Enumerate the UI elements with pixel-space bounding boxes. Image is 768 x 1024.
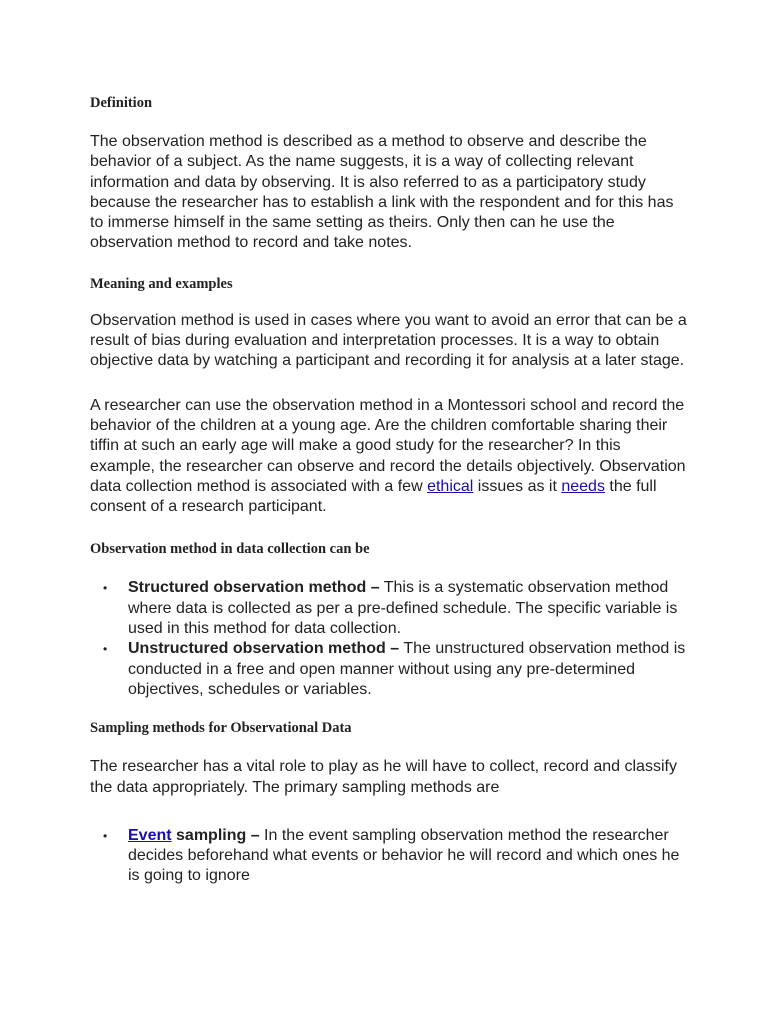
sampling-list xyxy=(90,826,690,887)
ethical-link[interactable]: ethical xyxy=(427,477,474,495)
list-item-title: Unstructured observation method – xyxy=(128,640,400,658)
meaning-paragraph-2 xyxy=(90,396,690,518)
meaning-heading: Meaning and examples xyxy=(90,275,233,292)
bullet-icon: • xyxy=(103,581,108,596)
list-item xyxy=(90,826,690,887)
collection-heading: Observation method in data collection can be xyxy=(90,541,370,558)
document-content xyxy=(90,95,690,887)
meaning-paragraph-2-part-2: issues as it xyxy=(473,477,562,495)
meaning-paragraph-1: Observation method is used in cases where you want to avoid an error that can be a result of bias during evaluation and interpretation processes. It is a way to obtain objective data by watching a participant and recording it for analysis at a later stage. xyxy=(90,311,687,370)
bullet-icon: • xyxy=(103,642,108,657)
list-item-text: This is a systematic observation method where data is collected as per a pre-defined schedule. The specific variable is used in this method for data collection. xyxy=(128,579,678,638)
list-item xyxy=(90,578,690,639)
list-item-text: In the event sampling observation method the researcher decides beforehand what events or behavior he will record and which ones he is going to ignore xyxy=(128,826,680,885)
sampling-paragraph: The researcher has a vital role to play as he will have to collect, record and classify the data appropriately. The primary sampling methods are xyxy=(90,758,677,796)
event-link[interactable]: Event xyxy=(128,826,172,844)
list-item xyxy=(90,639,690,700)
collection-list xyxy=(90,578,690,700)
definition-paragraph: The observation method is described as a method to observe and describe the behavior of a subject. As the name suggests, it is a way of collecting relevant information and data by observing. It is also referred to as a participatory study because the researcher has to establish a link with the respondent and for this has to immerse himself in the same setting as theirs. Only then can he use the observation method to record and take notes. xyxy=(90,133,674,252)
meaning-paragraph-2-part-3: the full consent of a research participant. xyxy=(90,477,657,516)
sampling-heading: Sampling methods for Observational Data xyxy=(90,720,352,737)
definition-heading: Definition xyxy=(90,95,153,111)
list-item-text: The unstructured observation method is conducted in a free and open manner without using any pre-determined objectives, schedules or variables. xyxy=(128,640,686,698)
needs-link[interactable]: needs xyxy=(561,477,605,495)
list-item-title: Structured observation method – xyxy=(128,579,380,597)
list-item-title: sampling – xyxy=(171,826,260,844)
bullet-icon: • xyxy=(103,828,108,843)
meaning-paragraph-2-part-1: A researcher can use the observation method in a Montessori school and record the behavior of the children at a young age. Are the children comfortable sharing their tiffin at such an early age will make a good study for the researcher? In this example, the researcher can observe and record the details objectively. Observation data collection method is associated with a few xyxy=(90,396,686,495)
